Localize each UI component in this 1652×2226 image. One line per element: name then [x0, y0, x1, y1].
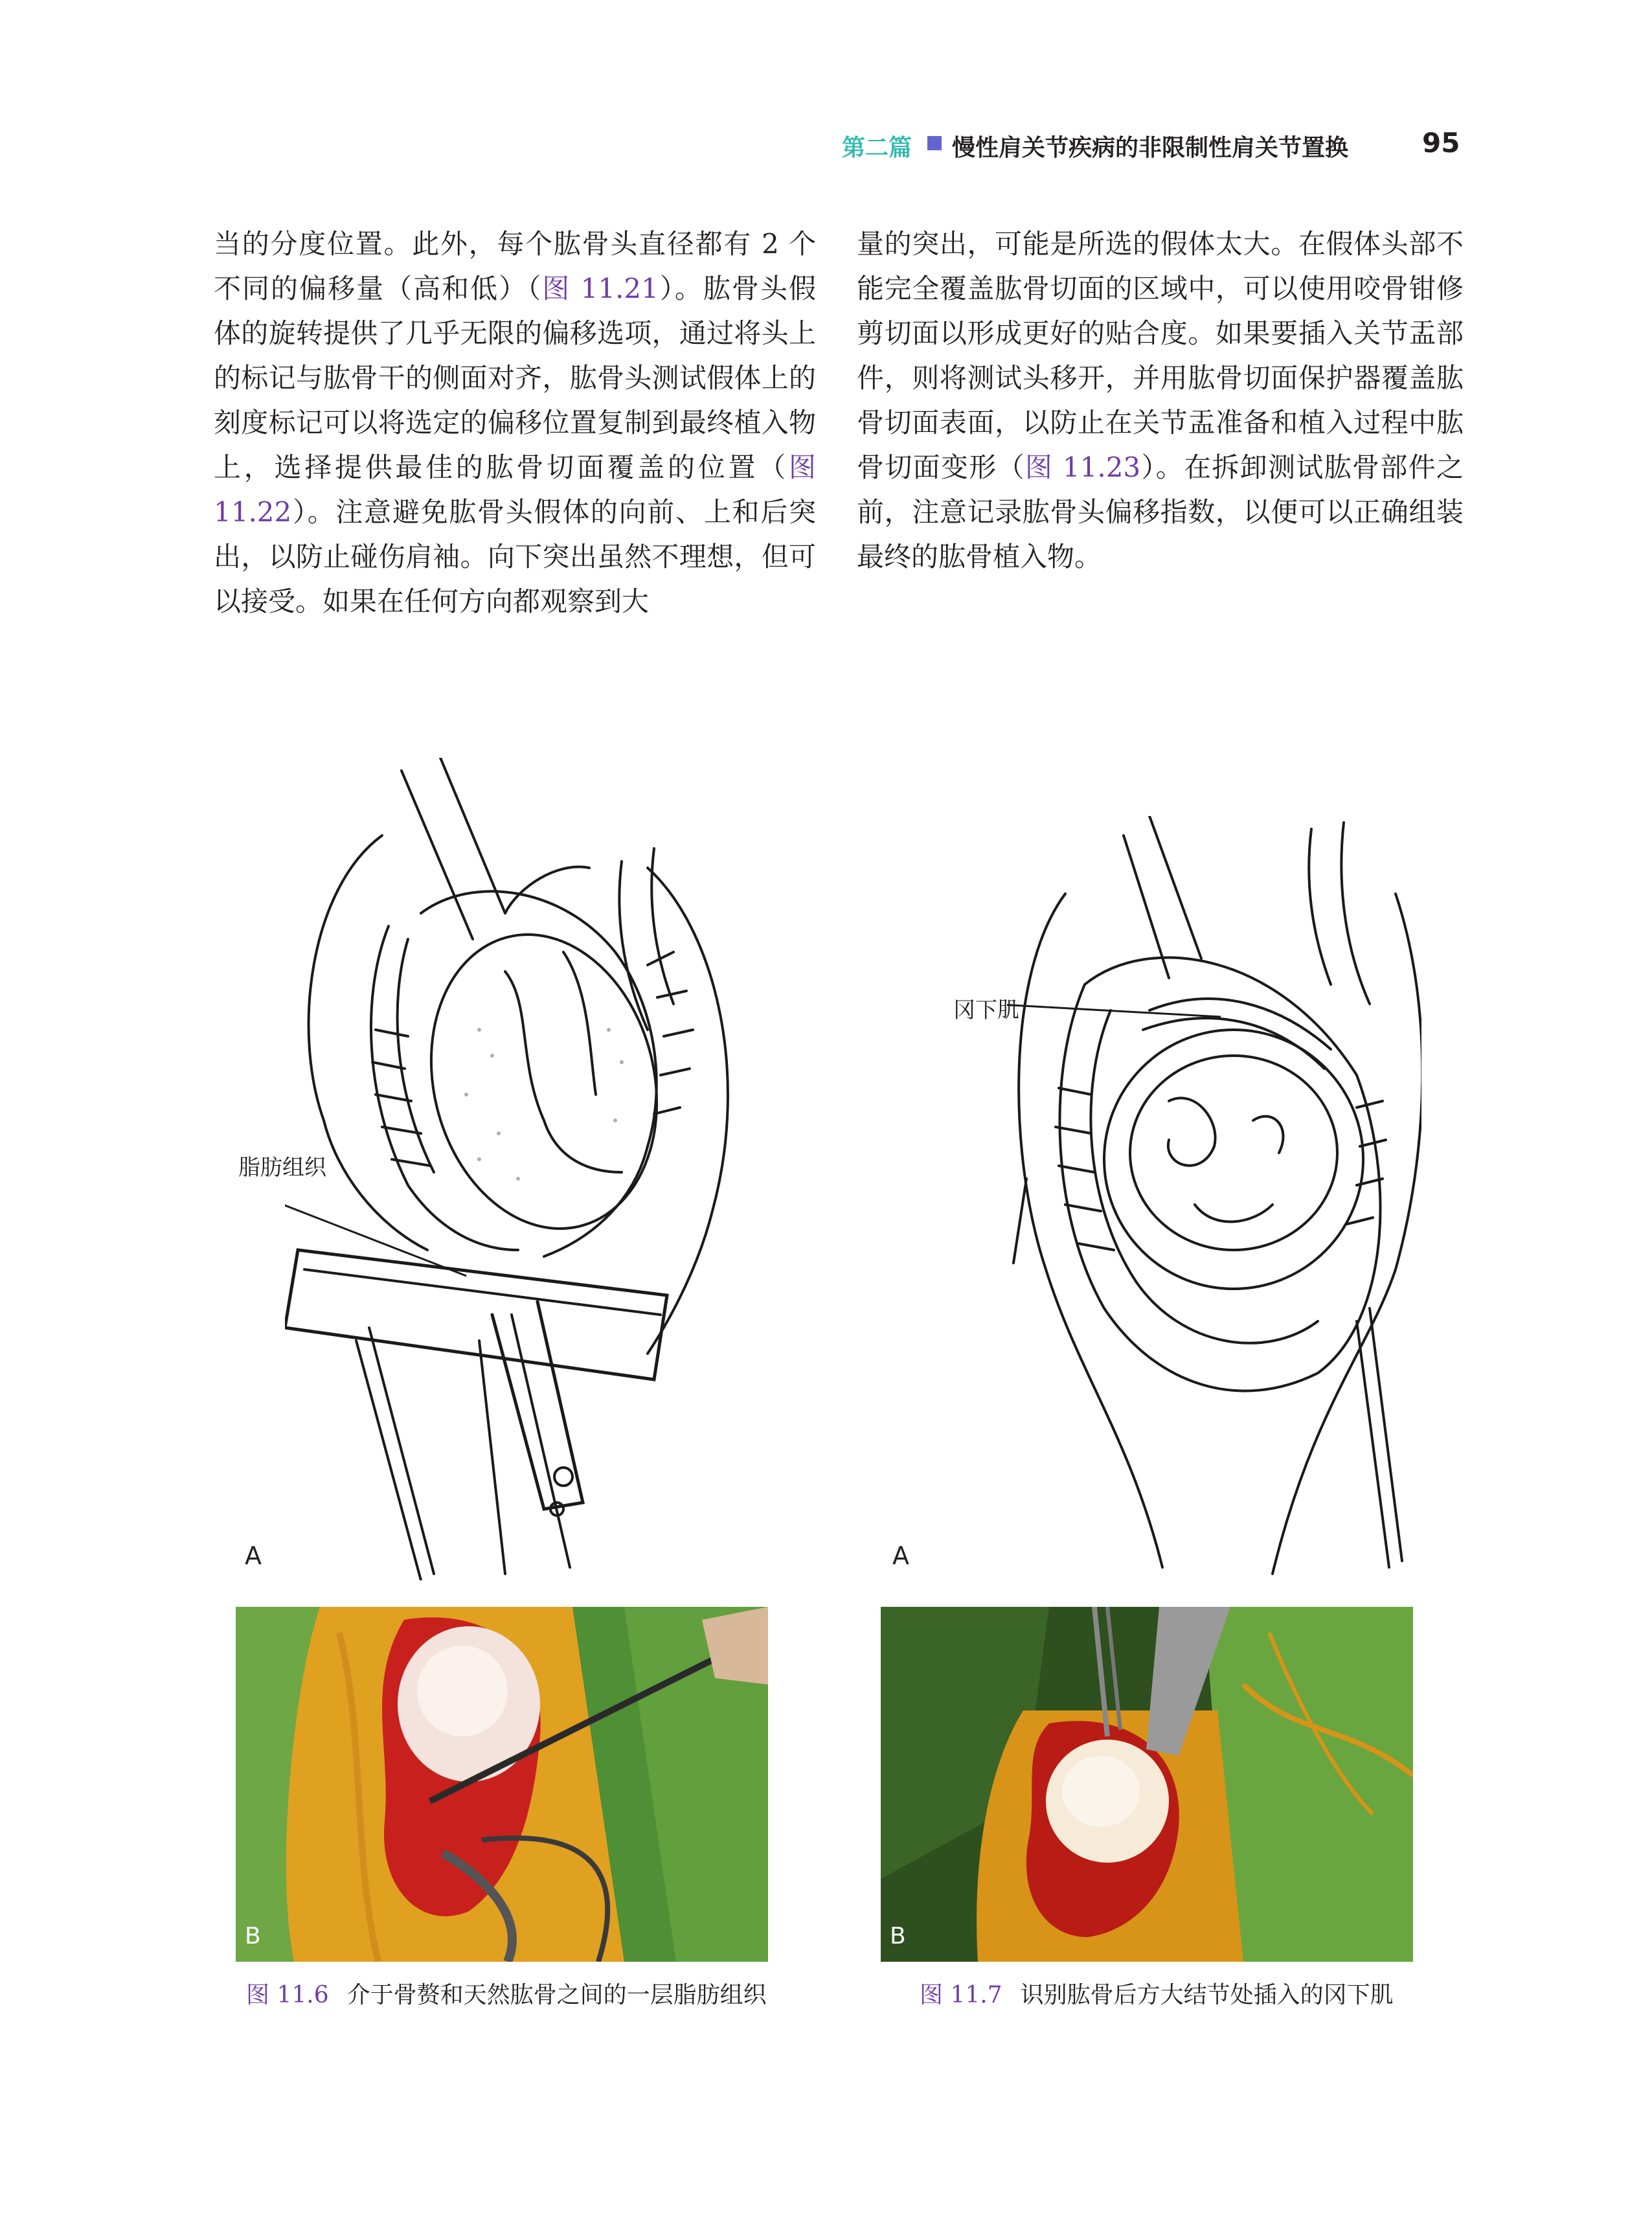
body-text-left-column [214, 221, 816, 624]
surgical-photo [881, 1607, 1413, 1962]
page-number: 95 [1422, 127, 1460, 159]
caption-text: 识别肱骨后方大结节处插入的冈下肌 [1020, 1982, 1394, 2008]
callout-label: 脂肪组织 [238, 1155, 326, 1181]
figure-reference-link[interactable]: 图 11.21 [542, 273, 659, 304]
body-text-segment: ）。注意避免肱骨头假体的向前、上和后突出，以防止碰伤肩袖。向下突出虽然不理想，但可以接受。如果在任何方向都观察到大 [214, 496, 816, 617]
body-text-segment: 当的分度位置。此外，每个肱骨头直径都有 2 个不同的偏移量（高和低）（ [214, 228, 816, 304]
panel-b-label: B [245, 1923, 261, 1949]
surgical-illustration-fat-tissue [285, 758, 751, 1580]
panel-a-label: A [892, 1541, 909, 1570]
panel-b-label: B [890, 1923, 906, 1949]
body-paragraph [214, 221, 816, 624]
header-chapter-title: 慢性肩关节疾病的非限制性肩关节置换 [952, 135, 1349, 161]
running-header [0, 127, 1652, 168]
figure-reference-link[interactable]: 图 11.22 [214, 451, 816, 528]
figure-caption [246, 1977, 767, 2010]
body-paragraph [857, 221, 1464, 579]
surgical-illustration-infraspinatus [1007, 816, 1421, 1580]
surgical-photo [236, 1607, 768, 1962]
surgical-photo-image [236, 1607, 768, 1962]
callout-label: 冈下肌 [953, 997, 1019, 1023]
figure-reference-link[interactable]: 图 11.23 [1024, 451, 1141, 483]
body-text-segment: ）。肱骨头假体的旋转提供了几乎无限的偏移选项，通过将头上的标记与肱骨干的侧面对齐，肱骨头测试假体上的刻度标记可以将选定的偏移位置复制到最终植入物上，选择提供最佳的肱骨切面覆盖的位置（ [214, 273, 816, 483]
body-text-segment: ）。在拆卸测试肱骨部件之前，注意记录肱骨头偏移指数，以便可以正确组装最终的肱骨植入物。 [857, 451, 1464, 573]
surgical-photo-image [881, 1607, 1413, 1962]
caption-figure-number: 图 11.7 [920, 1982, 1002, 2008]
panel-a-label: A [245, 1541, 262, 1570]
body-text-segment: 量的突出，可能是所选的假体太大。在假体头部不能完全覆盖肱骨切面的区域中，可以使用咬骨钳修剪切面以形成更好的贴合度。如果要插入关节盂部件，则将测试头移开，并用肱骨切面保护器覆盖肱骨切面表面，以防止在关节盂准备和植入过程中肱骨切面变形（ [857, 228, 1464, 483]
caption-figure-number: 图 11.6 [246, 1982, 329, 2008]
body-text-right-column [857, 221, 1464, 579]
header-part-label: 第二篇 [842, 135, 912, 161]
figure-caption [920, 1977, 1394, 2010]
header-square-icon [927, 136, 942, 150]
caption-text: 介于骨赘和天然肱骨之间的一层脂肪组织 [346, 1982, 767, 2008]
